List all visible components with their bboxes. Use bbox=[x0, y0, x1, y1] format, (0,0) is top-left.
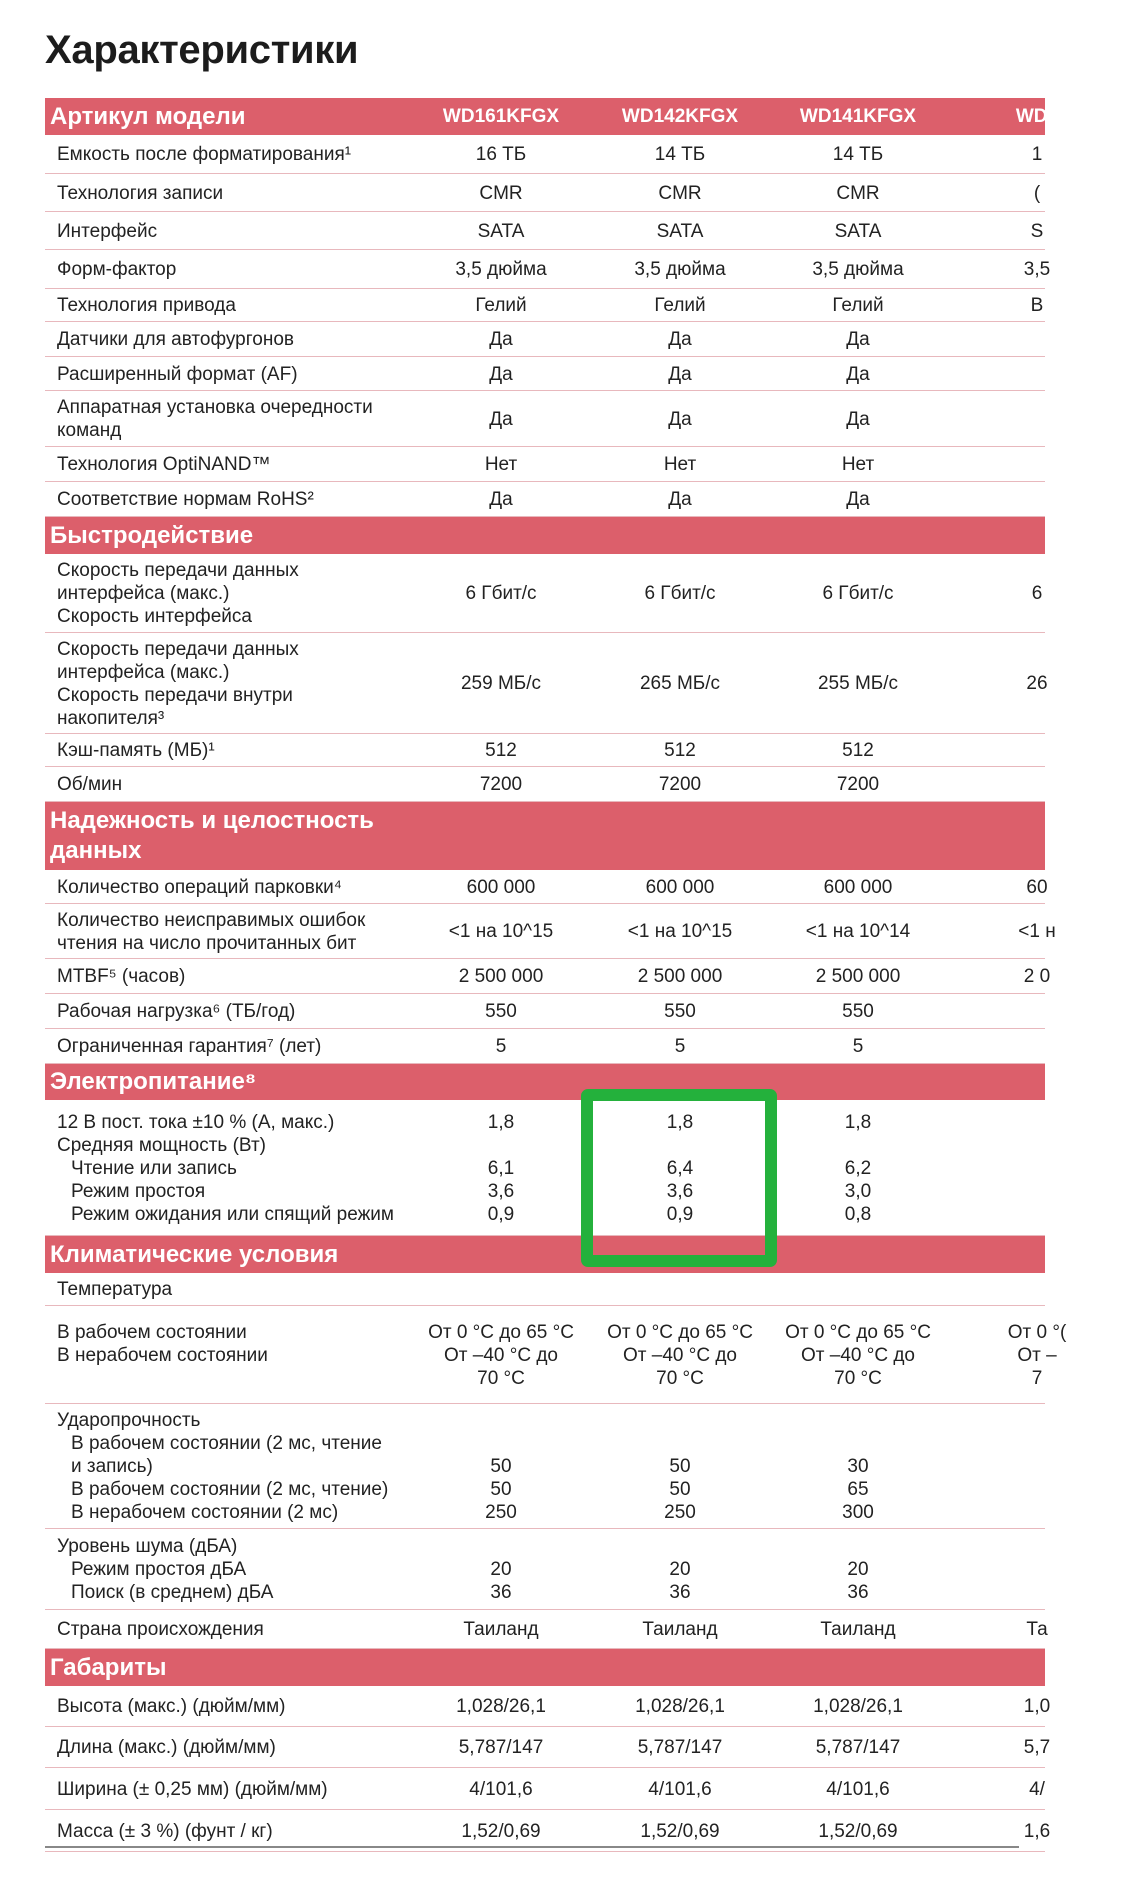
row-value bbox=[412, 1535, 590, 1604]
row-value: 2 500 000 bbox=[637, 966, 723, 987]
row-label bbox=[57, 1820, 273, 1843]
row-value-line: 0,9 bbox=[487, 1204, 515, 1225]
row-value: S bbox=[1030, 221, 1044, 242]
section-title: Габариты bbox=[50, 1654, 167, 1681]
row-value: 1,52/0,69 bbox=[818, 1821, 898, 1842]
row-value-line bbox=[948, 1558, 1126, 1581]
row-value: 4/101,6 bbox=[469, 1779, 533, 1800]
spec-row bbox=[45, 1029, 1045, 1064]
row-label-line: команд bbox=[57, 420, 122, 441]
row-label-line: Высота (макс.) (дюйм/мм) bbox=[57, 1696, 286, 1717]
row-value-line: 20 bbox=[669, 1559, 691, 1580]
section-header bbox=[45, 517, 1045, 554]
row-label-line: 12 В пост. тока ±10 % (А, макс.) bbox=[57, 1112, 335, 1133]
column-header: WD161KFGX bbox=[442, 106, 560, 127]
row-label bbox=[57, 1111, 394, 1226]
row-value-line bbox=[412, 1134, 590, 1157]
spec-row bbox=[45, 870, 1048, 904]
row-label bbox=[57, 1618, 264, 1641]
row-value: 600 000 bbox=[466, 877, 536, 898]
row-value: 14 ТБ bbox=[654, 144, 706, 165]
row-value: 3,5 дюйма bbox=[634, 259, 726, 280]
row-label bbox=[57, 1409, 388, 1524]
row-value: Таиланд bbox=[820, 1619, 896, 1640]
row-value: 7200 bbox=[658, 774, 702, 795]
row-label bbox=[57, 328, 294, 351]
row-value: В bbox=[1030, 295, 1044, 316]
row-label-line: Скорость передачи внутри bbox=[57, 685, 293, 706]
row-label-line: Средняя мощность (Вт) bbox=[57, 1135, 266, 1156]
spec-row bbox=[45, 633, 1048, 734]
spec-row bbox=[45, 1273, 1045, 1306]
row-value-line bbox=[948, 1203, 1126, 1226]
row-label-line: В рабочем состоянии (2 мс, чтение) bbox=[71, 1479, 389, 1500]
row-value-line: 20 bbox=[490, 1559, 512, 1580]
row-value-line bbox=[412, 1432, 590, 1455]
row-value-line bbox=[948, 1432, 1126, 1455]
row-value-line: 20 bbox=[847, 1559, 869, 1580]
row-value: 1,52/0,69 bbox=[640, 1821, 720, 1842]
row-label bbox=[57, 1035, 321, 1058]
section-title: Быстродействие bbox=[50, 522, 254, 549]
row-value: 265 МБ/с bbox=[639, 673, 721, 694]
row-value: Да bbox=[668, 329, 692, 350]
row-value-line: 250 bbox=[485, 1502, 517, 1523]
row-value-line: 6,4 bbox=[666, 1158, 694, 1179]
row-label bbox=[57, 965, 185, 988]
row-value: SATA bbox=[834, 221, 882, 242]
row-value: Да bbox=[846, 364, 870, 385]
row-value: 600 000 bbox=[823, 877, 893, 898]
row-value-line bbox=[591, 1409, 769, 1432]
row-value: 16 ТБ bbox=[475, 144, 527, 165]
row-value-line bbox=[412, 1409, 590, 1432]
row-value: 7200 bbox=[836, 774, 880, 795]
row-value-line: 70 °C bbox=[834, 1368, 882, 1389]
row-label-line: Об/мин bbox=[57, 774, 123, 795]
row-value: <1 на 10^14 bbox=[805, 921, 911, 942]
row-value: Да bbox=[668, 364, 692, 385]
row-value-line: От –40 °C до bbox=[444, 1345, 558, 1366]
row-label-line: Масса (± 3 %) (фунт / кг) bbox=[57, 1821, 273, 1842]
row-value: 1,028/26,1 bbox=[456, 1696, 546, 1717]
row-value: 6 Гбит/с bbox=[465, 583, 537, 604]
row-value: 512 bbox=[485, 740, 517, 761]
spec-row bbox=[45, 212, 1045, 250]
row-value: Да bbox=[668, 409, 692, 430]
spec-row bbox=[45, 322, 1045, 357]
row-label-line: В нерабочем состоянии bbox=[57, 1345, 268, 1366]
row-label-line: и запись) bbox=[71, 1456, 153, 1477]
row-label bbox=[57, 909, 365, 955]
row-value: 5 bbox=[674, 1036, 686, 1057]
row-value: 255 МБ/с bbox=[817, 673, 899, 694]
section-header bbox=[45, 1236, 1045, 1273]
row-label-line: Рабочая нагрузка⁶ (ТБ/год) bbox=[57, 1001, 296, 1022]
row-value: 1,52/0,69 bbox=[461, 1821, 541, 1842]
row-value-line: 36 bbox=[490, 1582, 512, 1603]
row-label-line: Режим ожидания или спящий режим bbox=[71, 1204, 394, 1225]
row-value: 1,0 bbox=[1023, 1696, 1051, 1717]
spec-row bbox=[45, 1686, 1051, 1727]
row-value: 7200 bbox=[479, 774, 523, 795]
row-label bbox=[57, 1321, 268, 1367]
row-label bbox=[57, 1778, 328, 1801]
row-value bbox=[412, 1111, 590, 1226]
row-label-line: Количество неисправимых ошибок bbox=[57, 910, 366, 931]
row-label-line: Ограниченная гарантия⁷ (лет) bbox=[57, 1036, 322, 1057]
row-label bbox=[57, 1000, 295, 1023]
spec-row bbox=[45, 994, 1045, 1029]
spec-row bbox=[45, 904, 1056, 959]
row-value-line bbox=[948, 1111, 1126, 1134]
row-value: CMR bbox=[658, 183, 702, 204]
section-header bbox=[45, 1649, 1045, 1686]
row-label-line: чтения на число прочитанных бит bbox=[57, 933, 357, 954]
row-value: 5,787/147 bbox=[458, 1737, 544, 1758]
row-value: 4/ bbox=[1029, 1779, 1045, 1800]
row-label bbox=[57, 1736, 276, 1759]
row-value: 550 bbox=[842, 1001, 874, 1022]
row-value-line: 3,0 bbox=[844, 1181, 872, 1202]
row-value: 5,787/147 bbox=[815, 1737, 901, 1758]
row-value bbox=[948, 1409, 1126, 1524]
row-label bbox=[57, 363, 298, 386]
row-label-line: В рабочем состоянии (2 мс, чтение bbox=[71, 1433, 382, 1454]
row-value bbox=[948, 1535, 1126, 1604]
spec-table bbox=[45, 98, 1067, 1852]
row-label-line: накопителя³ bbox=[57, 708, 165, 729]
row-value-line: 250 bbox=[664, 1502, 696, 1523]
row-label-line: Датчики для автофургонов bbox=[57, 329, 294, 350]
row-value-line: 6,2 bbox=[844, 1158, 872, 1179]
section-title: Надежность и целостность данных bbox=[50, 807, 374, 864]
row-value-line: 3,6 bbox=[487, 1181, 515, 1202]
row-value: <1 н bbox=[1018, 921, 1056, 942]
spec-row bbox=[45, 1768, 1045, 1810]
page-title: Характеристики bbox=[45, 28, 359, 72]
row-value-line: 30 bbox=[847, 1456, 869, 1477]
column-header: WD1 bbox=[1015, 106, 1059, 127]
row-value: 2 500 000 bbox=[458, 966, 544, 987]
row-label-line: MTBF⁵ (часов) bbox=[57, 966, 186, 987]
row-label bbox=[57, 258, 176, 281]
row-value: Гелий bbox=[654, 295, 706, 316]
row-value-line: От – bbox=[1017, 1345, 1057, 1366]
row-value-line: 65 bbox=[847, 1479, 869, 1500]
row-label-line: В нерабочем состоянии (2 мс) bbox=[71, 1502, 339, 1523]
row-value: 6 Гбит/с bbox=[822, 583, 894, 604]
row-value-line: От 0 °C до 65 °C bbox=[607, 1322, 753, 1343]
row-value-line: От 0 °C до 65 °C bbox=[428, 1322, 574, 1343]
row-label-line: Форм-фактор bbox=[57, 259, 177, 280]
row-label-line: Ширина (± 0,25 мм) (дюйм/мм) bbox=[57, 1779, 328, 1800]
row-value: Таиланд bbox=[463, 1619, 539, 1640]
row-value-line bbox=[948, 1409, 1126, 1432]
row-label bbox=[57, 1695, 285, 1718]
row-value: 14 ТБ bbox=[832, 144, 884, 165]
row-value-line bbox=[769, 1134, 947, 1157]
row-label bbox=[57, 876, 342, 899]
row-value: CMR bbox=[836, 183, 880, 204]
row-label-line: Поиск (в среднем) дБА bbox=[71, 1582, 274, 1603]
row-value bbox=[591, 1321, 769, 1390]
row-value-line: От 0 °( bbox=[1007, 1322, 1067, 1343]
row-value bbox=[769, 1409, 947, 1524]
row-label-line: Режим простоя дБА bbox=[71, 1559, 247, 1580]
row-label bbox=[57, 294, 236, 317]
row-value-line: От 0 °C до 65 °C bbox=[785, 1322, 931, 1343]
column-header: WD141KFGX bbox=[799, 106, 917, 127]
row-value-line: 36 bbox=[669, 1582, 691, 1603]
row-value: 1,028/26,1 bbox=[813, 1696, 903, 1717]
row-value-line: 0,9 bbox=[666, 1204, 694, 1225]
row-value: 3,5 дюйма bbox=[812, 259, 904, 280]
row-value: Да bbox=[668, 489, 692, 510]
row-value-line: 1,8 bbox=[487, 1112, 515, 1133]
row-value: <1 на 10^15 bbox=[448, 921, 554, 942]
spec-row bbox=[45, 959, 1051, 994]
row-value: Нет bbox=[841, 454, 875, 475]
row-value: 5,7 bbox=[1023, 1737, 1051, 1758]
row-value: 60 bbox=[1026, 877, 1048, 898]
spec-row bbox=[45, 391, 1045, 447]
row-value-line: 50 bbox=[669, 1456, 691, 1477]
row-value-line bbox=[591, 1535, 769, 1558]
row-value: Та bbox=[1026, 1619, 1048, 1640]
row-value-line bbox=[769, 1432, 947, 1455]
row-value: 6 Гбит/с bbox=[644, 583, 716, 604]
row-label bbox=[57, 1535, 273, 1604]
row-value: 259 МБ/с bbox=[460, 673, 542, 694]
row-value: Да bbox=[489, 329, 513, 350]
spec-row bbox=[45, 447, 1045, 482]
row-label bbox=[57, 739, 215, 762]
row-value bbox=[412, 1409, 590, 1524]
row-value-line bbox=[591, 1432, 769, 1455]
row-value-line: 3,6 bbox=[666, 1181, 694, 1202]
row-value: 4/101,6 bbox=[826, 1779, 890, 1800]
row-value-line: 50 bbox=[490, 1479, 512, 1500]
row-label bbox=[57, 220, 157, 243]
row-value: Да bbox=[489, 489, 513, 510]
row-value: CMR bbox=[479, 183, 523, 204]
row-value-line: 50 bbox=[669, 1479, 691, 1500]
row-label bbox=[57, 182, 223, 205]
row-label-line: Соответствие нормам RoHS² bbox=[57, 489, 314, 510]
row-value-line bbox=[948, 1581, 1126, 1604]
row-value-line: 36 bbox=[847, 1582, 869, 1603]
row-label-line: Технология записи bbox=[57, 183, 224, 204]
section-header bbox=[45, 1064, 1045, 1100]
row-value: Таиланд bbox=[642, 1619, 718, 1640]
row-value-line: 70 °C bbox=[477, 1368, 525, 1389]
row-value-line bbox=[948, 1501, 1126, 1524]
row-value: 5 bbox=[852, 1036, 864, 1057]
row-label-line: Скорость передачи данных bbox=[57, 639, 299, 660]
spec-row bbox=[45, 1100, 1045, 1236]
row-value: 512 bbox=[842, 740, 874, 761]
row-value: 5 bbox=[495, 1036, 507, 1057]
highlight-box bbox=[581, 1089, 777, 1267]
row-value: 1,6 bbox=[1023, 1821, 1051, 1842]
row-value: Да bbox=[846, 409, 870, 430]
row-value: <1 на 10^15 bbox=[627, 921, 733, 942]
row-value: 1 bbox=[1031, 144, 1043, 165]
row-value: 5,787/147 bbox=[637, 1737, 723, 1758]
row-value: 2 500 000 bbox=[815, 966, 901, 987]
spec-row bbox=[45, 1727, 1051, 1768]
row-label bbox=[57, 773, 122, 796]
section-title: Артикул модели bbox=[50, 103, 246, 130]
row-label-line: интерфейса (макс.) bbox=[57, 583, 230, 604]
row-label-line: интерфейса (макс.) bbox=[57, 662, 230, 683]
row-value bbox=[948, 1321, 1126, 1390]
section-title: Электропитание⁸ bbox=[50, 1068, 257, 1095]
row-value bbox=[591, 1535, 769, 1604]
row-label-line: Длина (макс.) (дюйм/мм) bbox=[57, 1737, 276, 1758]
spec-row bbox=[45, 1610, 1048, 1649]
row-label bbox=[57, 559, 299, 628]
row-value-line: 1,8 bbox=[844, 1112, 872, 1133]
spec-row bbox=[45, 289, 1045, 322]
row-value-line bbox=[769, 1535, 947, 1558]
row-value: 1,028/26,1 bbox=[635, 1696, 725, 1717]
row-label bbox=[57, 143, 351, 166]
spec-row bbox=[45, 357, 1045, 391]
spec-row bbox=[45, 1529, 1045, 1610]
row-value-line bbox=[948, 1157, 1126, 1180]
row-label-line: Расширенный формат (AF) bbox=[57, 364, 298, 385]
row-value-line: От –40 °C до bbox=[801, 1345, 915, 1366]
row-value: 550 bbox=[664, 1001, 696, 1022]
row-value-line: 300 bbox=[842, 1502, 874, 1523]
row-value: 3,5 bbox=[1023, 259, 1051, 280]
row-value: Да bbox=[846, 489, 870, 510]
row-value: 2 0 bbox=[1023, 966, 1051, 987]
row-label-line: Количество операций парковки⁴ bbox=[57, 877, 342, 898]
spec-row bbox=[45, 734, 1045, 767]
row-value bbox=[769, 1111, 947, 1226]
row-value: SATA bbox=[656, 221, 704, 242]
row-value bbox=[769, 1535, 947, 1604]
row-label-line: Уровень шума (дБА) bbox=[57, 1536, 238, 1557]
row-label bbox=[57, 396, 373, 442]
section-header bbox=[45, 98, 1059, 135]
row-value bbox=[948, 1111, 1126, 1226]
row-value bbox=[412, 1321, 590, 1390]
row-value: 3,5 дюйма bbox=[455, 259, 547, 280]
row-label-line: Температура bbox=[57, 1279, 173, 1300]
row-value: 6 bbox=[1031, 583, 1043, 604]
row-value-line bbox=[948, 1455, 1126, 1478]
row-value: SATA bbox=[477, 221, 525, 242]
row-value bbox=[769, 1321, 947, 1390]
row-value-line bbox=[948, 1134, 1126, 1157]
row-value bbox=[591, 1409, 769, 1524]
row-value: 26 bbox=[1026, 673, 1048, 694]
spec-row bbox=[45, 174, 1045, 212]
row-value: 550 bbox=[485, 1001, 517, 1022]
row-label-line: Ударопрочность bbox=[57, 1410, 201, 1431]
spec-row bbox=[45, 1404, 1045, 1529]
row-label-line: Режим простоя bbox=[71, 1181, 206, 1202]
row-value: Нет bbox=[484, 454, 518, 475]
spec-row bbox=[45, 1306, 1067, 1404]
row-label-line: Аппаратная установка очередности bbox=[57, 397, 373, 418]
row-value-line bbox=[948, 1478, 1126, 1501]
spec-row bbox=[45, 135, 1045, 174]
row-label-line: Емкость после форматирования¹ bbox=[57, 144, 352, 165]
row-value-line: От –40 °C до bbox=[623, 1345, 737, 1366]
row-value-line: 50 bbox=[490, 1456, 512, 1477]
row-value-line: 0,8 bbox=[844, 1204, 872, 1225]
section-title: Климатические условия bbox=[50, 1241, 339, 1268]
spec-row bbox=[45, 554, 1045, 633]
row-value: Да bbox=[489, 364, 513, 385]
spec-row bbox=[45, 767, 1045, 802]
row-value: Да bbox=[489, 409, 513, 430]
row-label-line: Интерфейс bbox=[57, 221, 158, 242]
row-label-line: Страна происхождения bbox=[57, 1619, 264, 1640]
row-value: ( bbox=[1033, 183, 1041, 204]
row-value: 600 000 bbox=[645, 877, 715, 898]
row-value-line: 6,1 bbox=[487, 1158, 515, 1179]
column-header: WD142KFGX bbox=[621, 106, 739, 127]
row-value: Гелий bbox=[475, 295, 527, 316]
row-label-line: Кэш-память (МБ)¹ bbox=[57, 740, 215, 761]
row-label bbox=[57, 1278, 172, 1301]
row-label-line: В рабочем состоянии bbox=[57, 1322, 247, 1343]
row-value-line: 70 °C bbox=[656, 1368, 704, 1389]
row-label-line: Скорость передачи данных bbox=[57, 560, 299, 581]
row-value: 512 bbox=[664, 740, 696, 761]
row-value-line: 1,8 bbox=[666, 1112, 694, 1133]
row-value-line bbox=[412, 1535, 590, 1558]
row-value-line bbox=[948, 1535, 1126, 1558]
bottom-divider bbox=[45, 1846, 1019, 1848]
row-value-line bbox=[948, 1180, 1126, 1203]
row-value: Нет bbox=[663, 454, 697, 475]
row-value-line: 7 bbox=[1031, 1368, 1043, 1389]
spec-row bbox=[45, 482, 1045, 517]
row-label bbox=[57, 488, 314, 511]
row-label-line: Скорость интерфейса bbox=[57, 606, 252, 627]
row-label bbox=[57, 453, 271, 476]
row-value: 4/101,6 bbox=[648, 1779, 712, 1800]
row-label-line: Технология OptiNAND™ bbox=[57, 454, 271, 475]
row-label-line: Технология привода bbox=[57, 295, 236, 316]
row-label-line: Чтение или запись bbox=[71, 1158, 237, 1179]
spec-row bbox=[45, 250, 1051, 289]
row-label bbox=[57, 638, 299, 730]
row-value: Гелий bbox=[832, 295, 884, 316]
row-value-line bbox=[769, 1409, 947, 1432]
row-value: Да bbox=[846, 329, 870, 350]
section-header bbox=[45, 802, 1045, 870]
